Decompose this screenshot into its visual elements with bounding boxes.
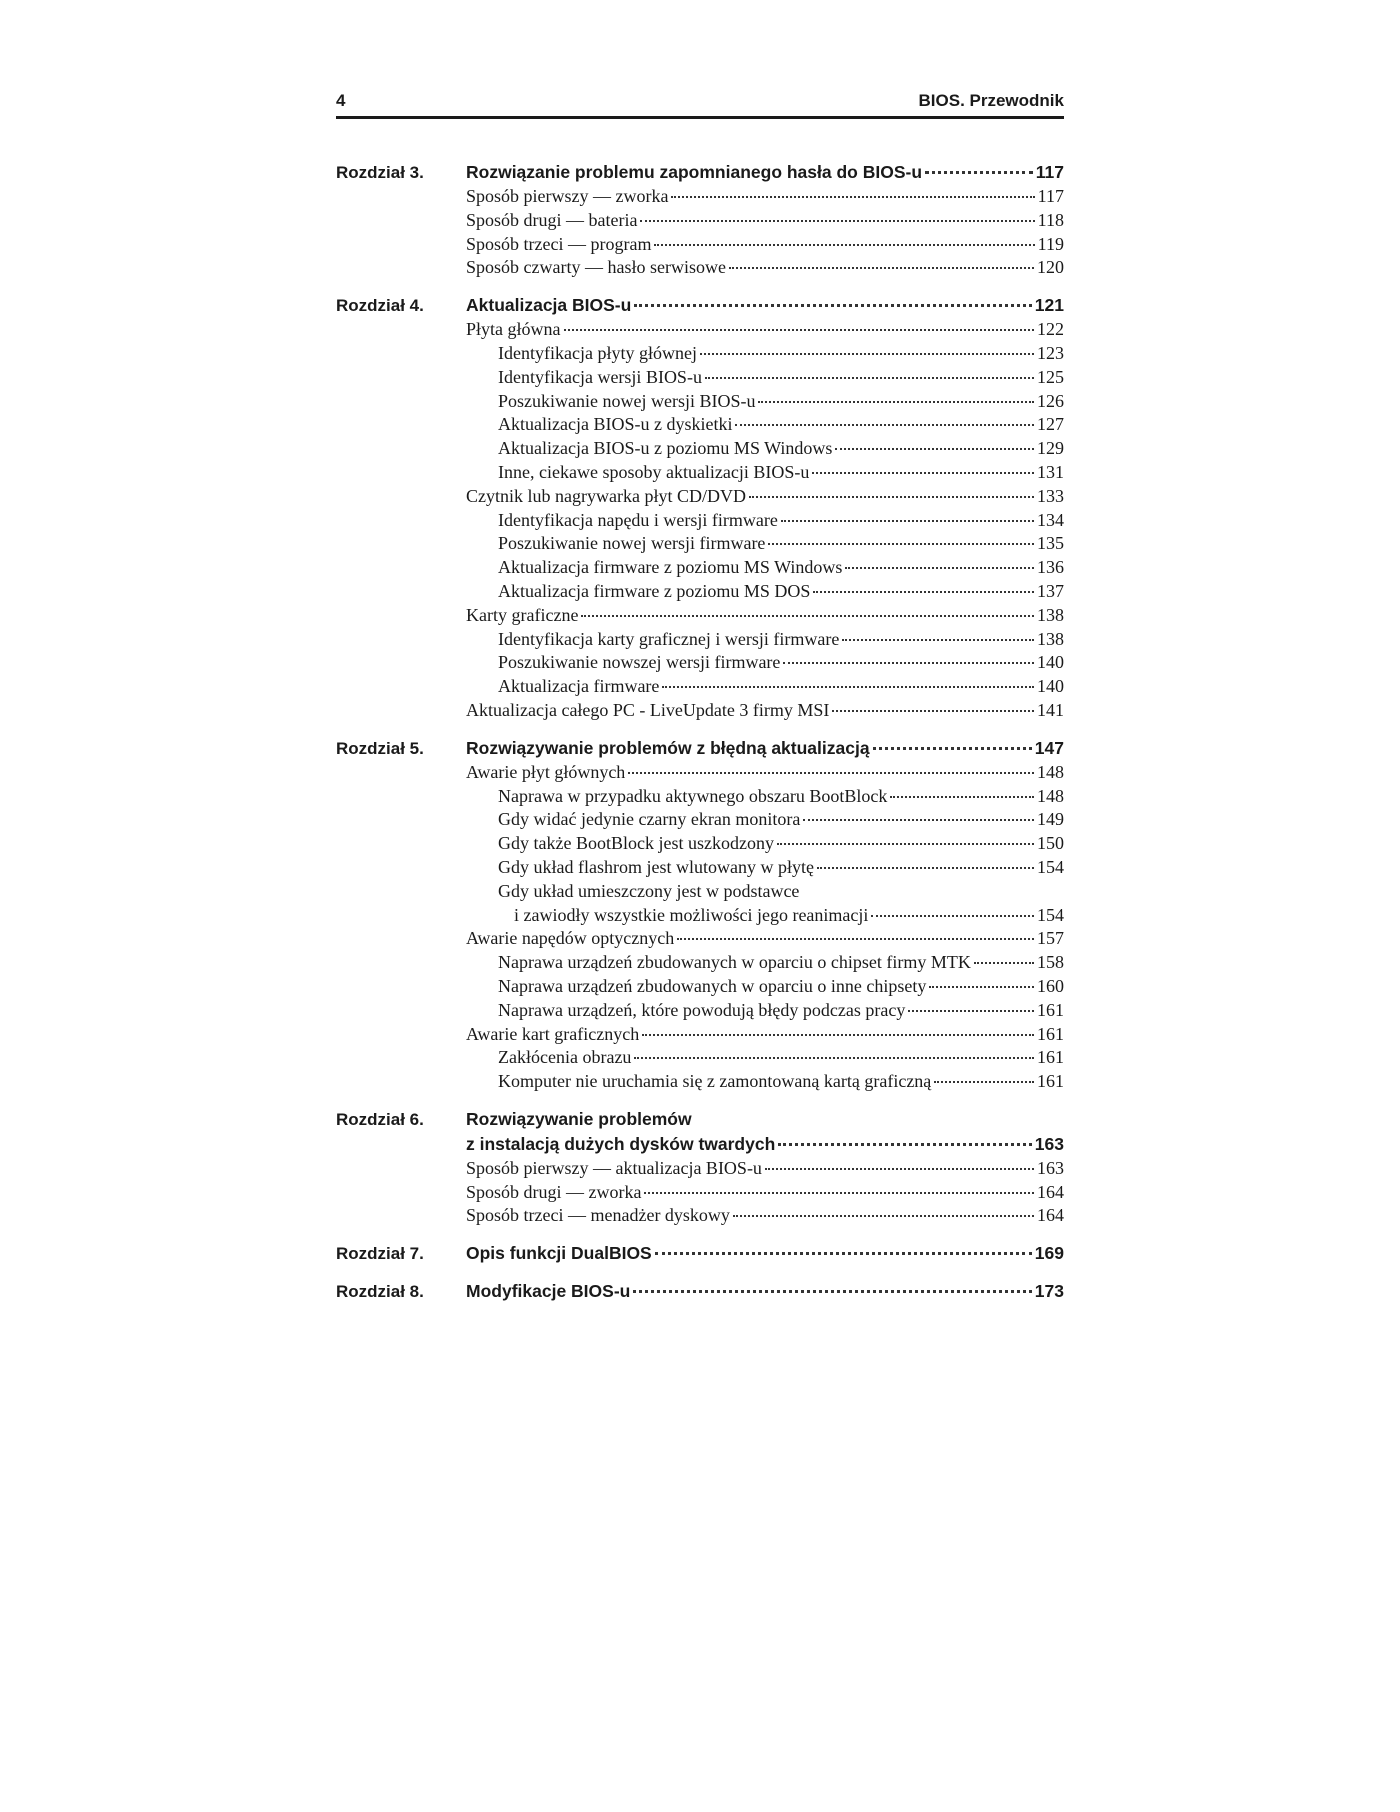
chapter-label: Rozdział 7.	[336, 1244, 424, 1264]
dot-leader	[662, 686, 1034, 688]
dot-leader	[654, 244, 1034, 246]
dot-leader	[768, 543, 1034, 545]
entry-title: Sposób drugi — bateria	[466, 209, 638, 230]
entry-page: 137	[1037, 580, 1064, 601]
dot-leader	[640, 220, 1034, 222]
chapter-title: Opis funkcji DualBIOS	[466, 1243, 652, 1264]
dot-leader	[735, 424, 1034, 426]
entry-title: Awarie napędów optycznych	[466, 928, 675, 949]
dot-leader	[634, 304, 1031, 307]
entry-page: 122	[1037, 319, 1064, 340]
chapter-page: 163	[1034, 1133, 1064, 1154]
dot-leader	[765, 1168, 1034, 1170]
toc-subentry	[466, 342, 1064, 366]
entry-page: 133	[1037, 485, 1064, 506]
entry-title: Identyfikacja napędu i wersji firmware	[498, 509, 778, 530]
toc-entry	[466, 1204, 1064, 1228]
toc-subentry	[466, 556, 1064, 580]
toc-subentry	[466, 856, 1064, 880]
dot-leader	[835, 448, 1034, 450]
dot-leader	[778, 1143, 1032, 1146]
chapter-label: Rozdział 6.	[336, 1109, 424, 1129]
entry-title: Sposób trzeci — program	[466, 233, 652, 254]
chapter-page: 147	[1034, 737, 1064, 758]
dot-leader	[929, 986, 1034, 988]
entry-page: 119	[1037, 233, 1064, 254]
entry-page: 157	[1037, 928, 1064, 949]
entry-page: 140	[1037, 652, 1064, 673]
chapter-body	[466, 1279, 1064, 1304]
entry-title: Płyta główna	[466, 319, 561, 340]
toc-entry	[466, 1181, 1064, 1205]
dot-leader	[642, 1034, 1034, 1036]
chapter-body	[466, 736, 1064, 1094]
entry-page: 131	[1037, 461, 1064, 482]
toc-chapter	[336, 1241, 1064, 1266]
entry-title: Aktualizacja firmware z poziomu MS Windows	[498, 557, 843, 578]
entry-page: 118	[1037, 209, 1064, 230]
running-title: BIOS. Przewodnik	[918, 91, 1064, 110]
entry-title: Gdy widać jedynie czarny ekran monitora	[498, 809, 801, 830]
entry-page: 164	[1037, 1181, 1064, 1202]
toc-entry	[466, 927, 1064, 951]
chapter-body	[466, 293, 1064, 723]
toc-chapter	[336, 1279, 1064, 1304]
dot-leader	[803, 819, 1034, 821]
dot-leader	[908, 1010, 1034, 1012]
chapter-title: Modyfikacje BIOS-u	[466, 1281, 631, 1302]
dot-leader	[873, 747, 1032, 750]
entry-title: Naprawa urządzeń zbudowanych w oparciu o chipset firmy MTK	[498, 952, 971, 973]
toc-entry	[466, 233, 1064, 257]
entry-title: Identyfikacja wersji BIOS-u	[498, 366, 702, 387]
entry-page: 160	[1037, 975, 1064, 996]
toc-subentry	[466, 975, 1064, 999]
page-number: 4	[336, 91, 346, 110]
dot-leader	[705, 377, 1034, 379]
entry-title: Identyfikacja karty graficznej i wersji firmware	[498, 628, 840, 649]
entry-title: Awarie kart graficznych	[466, 1023, 640, 1044]
toc-subentry	[466, 437, 1064, 461]
toc-entry	[466, 185, 1064, 209]
dot-leader	[644, 1192, 1034, 1194]
entry-page: 134	[1037, 509, 1064, 530]
entry-title: Naprawa urządzeń zbudowanych w oparciu o inne chipsety	[498, 975, 927, 996]
toc-subentry	[466, 532, 1064, 556]
chapter-label: Rozdział 4.	[336, 296, 424, 316]
toc-subentry	[466, 785, 1064, 809]
entry-title: Sposób czwarty — hasło serwisowe	[466, 257, 726, 278]
dot-leader	[655, 1252, 1032, 1255]
entry-page: 161	[1037, 1023, 1064, 1044]
dot-leader	[733, 1215, 1034, 1217]
dot-leader	[729, 267, 1034, 269]
chapter-body	[466, 1241, 1064, 1266]
chapter-title-row	[466, 293, 1064, 318]
toc-subentry	[466, 904, 1064, 928]
entry-title: i zawiodły wszystkie możliwości jego reanimacji	[514, 904, 869, 925]
dot-leader	[700, 353, 1034, 355]
entry-page: 163	[1037, 1157, 1064, 1178]
entry-page: 161	[1037, 1047, 1064, 1068]
entry-title: Sposób drugi — zworka	[466, 1181, 642, 1202]
entry-page: 150	[1037, 833, 1064, 854]
entry-page: 138	[1037, 628, 1064, 649]
dot-leader	[842, 639, 1034, 641]
chapter-page: 121	[1034, 295, 1064, 316]
dot-leader	[845, 567, 1034, 569]
chapter-page: 173	[1034, 1281, 1064, 1302]
dot-leader	[871, 915, 1034, 917]
dot-leader	[677, 938, 1034, 940]
toc-subentry	[466, 808, 1064, 832]
entry-page: 164	[1037, 1205, 1064, 1226]
toc-subentry-line1: Gdy układ umieszczony jest w podstawce	[498, 880, 800, 901]
toc-entry	[466, 699, 1064, 723]
entry-page: 126	[1037, 390, 1064, 411]
chapter-label: Rozdział 5.	[336, 738, 424, 758]
entry-page: 138	[1037, 604, 1064, 625]
entry-page: 140	[1037, 676, 1064, 697]
dot-leader	[758, 401, 1034, 403]
toc-subentry	[466, 832, 1064, 856]
entry-page: 161	[1037, 999, 1064, 1020]
chapter-title: Rozwiązanie problemu zapomnianego hasła do BIOS-u	[466, 162, 923, 182]
entry-page: 123	[1037, 342, 1064, 363]
chapter-label: Rozdział 3.	[336, 163, 424, 182]
chapter-title-row	[466, 1241, 1064, 1266]
toc-entry	[466, 1023, 1064, 1047]
toc-entry	[466, 1157, 1064, 1181]
dot-leader	[749, 496, 1034, 498]
toc-entry	[466, 209, 1064, 233]
dot-leader	[925, 171, 1033, 174]
dot-leader	[817, 867, 1034, 869]
chapter-title: z instalacją dużych dysków twardych	[466, 1133, 776, 1154]
entry-title: Czytnik lub nagrywarka płyt CD/DVD	[466, 485, 746, 506]
entry-page: 149	[1037, 809, 1064, 830]
entry-page: 135	[1037, 533, 1064, 554]
page-header	[336, 88, 1064, 119]
entry-page: 125	[1037, 366, 1064, 387]
dot-leader	[783, 662, 1034, 664]
entry-title: Aktualizacja firmware	[498, 676, 660, 697]
toc-entry	[466, 761, 1064, 785]
toc-entry	[466, 485, 1064, 509]
chapter-title: Rozwiązywanie problemów z błędną aktualizacją	[466, 737, 870, 758]
chapter-body	[466, 160, 1064, 280]
chapter-page: 117	[1035, 162, 1064, 182]
entry-page: 136	[1037, 557, 1064, 578]
toc-subentry	[466, 951, 1064, 975]
chapter-title-row	[466, 1132, 1064, 1157]
entry-page: 127	[1037, 414, 1064, 435]
dot-leader	[974, 962, 1034, 964]
dot-leader	[890, 796, 1034, 798]
dot-leader	[781, 520, 1034, 522]
entry-title: Gdy układ flashrom jest wlutowany w płytę	[498, 856, 814, 877]
dot-leader	[934, 1081, 1034, 1083]
entry-title: Poszukiwanie nowej wersji firmware	[498, 533, 766, 554]
toc-subentry	[466, 1070, 1064, 1094]
dot-leader	[633, 1290, 1031, 1293]
entry-title: Poszukiwanie nowej wersji BIOS-u	[498, 390, 756, 411]
toc-chapter	[336, 736, 1064, 1094]
entry-title: Awarie płyt głównych	[466, 761, 626, 782]
entry-page: 148	[1037, 785, 1064, 806]
chapter-label: Rozdział 8.	[336, 1282, 424, 1302]
toc-subentry	[466, 390, 1064, 414]
entry-page: 120	[1037, 257, 1064, 278]
entry-title: Sposób pierwszy — zworka	[466, 186, 669, 206]
dot-leader	[777, 843, 1034, 845]
entry-title: Aktualizacja firmware z poziomu MS DOS	[498, 580, 811, 601]
toc-entry	[466, 256, 1064, 280]
toc-subentry	[466, 461, 1064, 485]
dot-leader	[671, 196, 1034, 198]
toc-entry	[466, 604, 1064, 628]
entry-title: Sposób pierwszy –– aktualizacja BIOS-u	[466, 1157, 762, 1178]
entry-page: 141	[1037, 699, 1064, 720]
chapter-title-row	[466, 736, 1064, 761]
entry-title: Naprawa w przypadku aktywnego obszaru BootBlock	[498, 785, 888, 806]
entry-title: Zakłócenia obrazu	[498, 1047, 632, 1068]
chapter-title-line1: Rozwiązywanie problemów	[466, 1108, 692, 1129]
entry-page: 158	[1037, 952, 1064, 973]
toc-chapter	[336, 1107, 1064, 1228]
entry-page: 161	[1037, 1071, 1064, 1092]
toc-entry	[466, 318, 1064, 342]
dot-leader	[581, 615, 1034, 617]
dot-leader	[812, 472, 1034, 474]
dot-leader	[564, 329, 1035, 331]
chapter-title-row	[466, 160, 1064, 185]
toc-subentry	[466, 675, 1064, 699]
dot-leader	[628, 772, 1034, 774]
entry-title: Karty graficzne	[466, 604, 579, 625]
toc-subentry	[466, 413, 1064, 437]
entry-page: 117	[1037, 186, 1064, 206]
entry-title: Aktualizacja całego PC - LiveUpdate 3 firmy MSI	[466, 699, 830, 720]
entry-page: 129	[1037, 438, 1064, 459]
entry-title: Identyfikacja płyty głównej	[498, 342, 697, 363]
toc-subentry	[466, 1046, 1064, 1070]
chapter-body	[466, 1107, 1064, 1228]
entry-title: Inne, ciekawe sposoby aktualizacji BIOS-u	[498, 461, 810, 482]
entry-page: 154	[1037, 904, 1064, 925]
toc-subentry	[466, 580, 1064, 604]
chapter-title: Aktualizacja BIOS-u	[466, 295, 632, 316]
entry-title: Poszukiwanie nowszej wersji firmware	[498, 652, 781, 673]
toc-subentry	[466, 628, 1064, 652]
toc-chapter	[336, 160, 1064, 280]
entry-page: 154	[1037, 856, 1064, 877]
entry-title: Aktualizacja BIOS-u z dyskietki	[498, 414, 733, 435]
toc-subentry	[466, 651, 1064, 675]
entry-title: Naprawa urządzeń, które powodują błędy podczas pracy	[498, 999, 906, 1020]
entry-title: Komputer nie uruchamia się z zamontowaną kartą graficzną	[498, 1071, 932, 1092]
toc-chapter	[336, 293, 1064, 723]
chapter-title-row	[466, 1279, 1064, 1304]
toc-subentry	[466, 999, 1064, 1023]
entry-page: 148	[1037, 761, 1064, 782]
table-of-contents	[336, 160, 1064, 1317]
dot-leader	[832, 710, 1034, 712]
entry-title: Aktualizacja BIOS-u z poziomu MS Windows	[498, 438, 833, 459]
entry-title: Sposób trzeci — menadżer dyskowy	[466, 1205, 730, 1226]
toc-subentry	[466, 509, 1064, 533]
entry-title: Gdy także BootBlock jest uszkodzony	[498, 833, 774, 854]
dot-leader	[634, 1057, 1034, 1059]
chapter-page: 169	[1034, 1243, 1064, 1264]
dot-leader	[813, 591, 1034, 593]
toc-subentry	[466, 366, 1064, 390]
